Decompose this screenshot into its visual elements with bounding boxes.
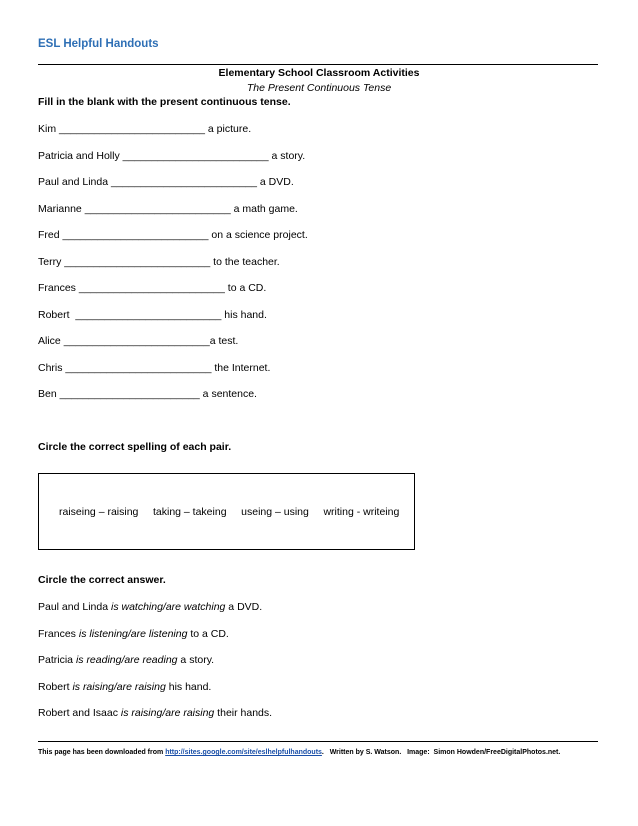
page-title: Elementary School Classroom Activities	[218, 67, 420, 79]
answer-blank[interactable]: _________________________	[78, 282, 225, 294]
item-rest: to a CD.	[187, 627, 229, 640]
answer-choice[interactable]: is reading/are reading	[75, 654, 178, 666]
page-subtitle: The Present Continuous Tense	[246, 82, 392, 94]
item-subject: Kim	[38, 123, 59, 135]
answer-blank[interactable]: _________________________	[84, 202, 231, 215]
item-subject: Frances	[38, 627, 79, 640]
item-rest: a picture.	[205, 123, 252, 135]
answer-choice[interactable]: is raising/are raising	[72, 680, 166, 693]
spelling-pair[interactable]: writing - writeing	[323, 506, 400, 518]
answer-choice[interactable]: is watching/are watching	[110, 601, 226, 613]
item-rest: to a CD.	[224, 282, 267, 294]
footer-link[interactable]: http://sites.google.com/site/eslhelpfulhandouts	[165, 749, 322, 756]
fill-in-item	[38, 150, 305, 162]
spelling-pair[interactable]: taking – takeing	[152, 506, 227, 518]
answer-choice[interactable]: is listening/are listening	[78, 627, 188, 640]
item-subject: Frances	[38, 282, 79, 294]
item-rest: a math game.	[230, 202, 298, 215]
item-rest: his hand.	[221, 308, 267, 321]
item-rest: a DVD.	[225, 601, 263, 613]
item-rest: a test.	[209, 335, 239, 347]
footer-credit	[38, 749, 560, 756]
footer-divider	[38, 741, 598, 742]
answer-blank[interactable]: _________________________	[63, 335, 210, 347]
item-subject: Fred	[38, 229, 63, 241]
answer-blank[interactable]: ________________________	[59, 388, 200, 400]
answer-item	[38, 628, 229, 640]
footer-suffix: . Written by S. Watson. Image: Simon Howden/FreeDigitalPhotos.net.	[321, 749, 561, 756]
item-rest: their hands.	[214, 707, 273, 719]
fill-in-instruction: Fill in the blank with the present continuous tense.	[38, 96, 291, 108]
answer-item	[38, 707, 272, 719]
item-rest: a sentence.	[199, 388, 257, 400]
spelling-box	[38, 473, 415, 550]
item-subject: Chris	[38, 361, 66, 374]
answer-blank[interactable]: _________________________	[65, 361, 212, 374]
answer-blank[interactable]: _________________________	[110, 176, 257, 188]
item-subject: Paul and Linda	[38, 176, 111, 188]
fill-in-item	[38, 123, 251, 135]
answers-instruction: Circle the correct answer.	[38, 574, 166, 586]
item-rest: a DVD.	[256, 176, 294, 188]
answer-blank[interactable]: _________________________	[59, 123, 205, 135]
item-rest: to the teacher.	[210, 255, 280, 268]
fill-in-item	[38, 256, 280, 268]
item-rest: a story.	[177, 654, 215, 666]
spelling-instruction: Circle the correct spelling of each pair.	[38, 441, 232, 453]
fill-in-item	[38, 335, 238, 347]
item-subject: Patricia and Holly	[38, 149, 123, 162]
answer-item	[38, 601, 262, 613]
item-subject: Robert	[38, 308, 76, 321]
footer-prefix: This page has been downloaded from	[38, 749, 166, 756]
item-rest: his hand.	[165, 680, 212, 693]
item-subject: Marianne	[38, 202, 85, 215]
item-subject: Alice	[38, 335, 64, 347]
item-subject: Terry	[38, 255, 65, 268]
fill-in-item	[38, 203, 298, 215]
fill-in-item	[38, 282, 266, 294]
item-subject: Paul and Linda	[38, 601, 111, 613]
item-subject: Robert and Isaac	[38, 707, 121, 719]
spelling-pair[interactable]: raiseing – raising	[59, 506, 139, 518]
answer-item	[38, 681, 211, 693]
fill-in-item	[38, 388, 257, 400]
answer-blank[interactable]: _________________________	[75, 308, 222, 321]
fill-in-item	[38, 362, 270, 374]
spelling-pair[interactable]: useing – using	[241, 506, 309, 518]
answer-blank[interactable]: _________________________	[64, 255, 211, 268]
item-rest: on a science project.	[208, 229, 308, 241]
item-subject: Ben	[38, 388, 60, 400]
fill-in-item	[38, 176, 294, 188]
header-divider	[38, 64, 598, 65]
item-rest: the Internet.	[211, 361, 271, 374]
answer-item	[38, 654, 214, 666]
fill-in-item	[38, 309, 267, 321]
item-rest: a story.	[268, 149, 306, 162]
answer-blank[interactable]: _________________________	[62, 229, 209, 241]
item-subject: Robert	[38, 680, 73, 693]
brand-title: ESL Helpful Handouts	[38, 38, 159, 50]
answer-choice[interactable]: is raising/are raising	[120, 707, 215, 719]
answer-blank[interactable]: _________________________	[122, 149, 269, 162]
fill-in-item	[38, 229, 308, 241]
item-subject: Patricia	[38, 654, 76, 666]
spelling-pairs	[59, 506, 399, 518]
